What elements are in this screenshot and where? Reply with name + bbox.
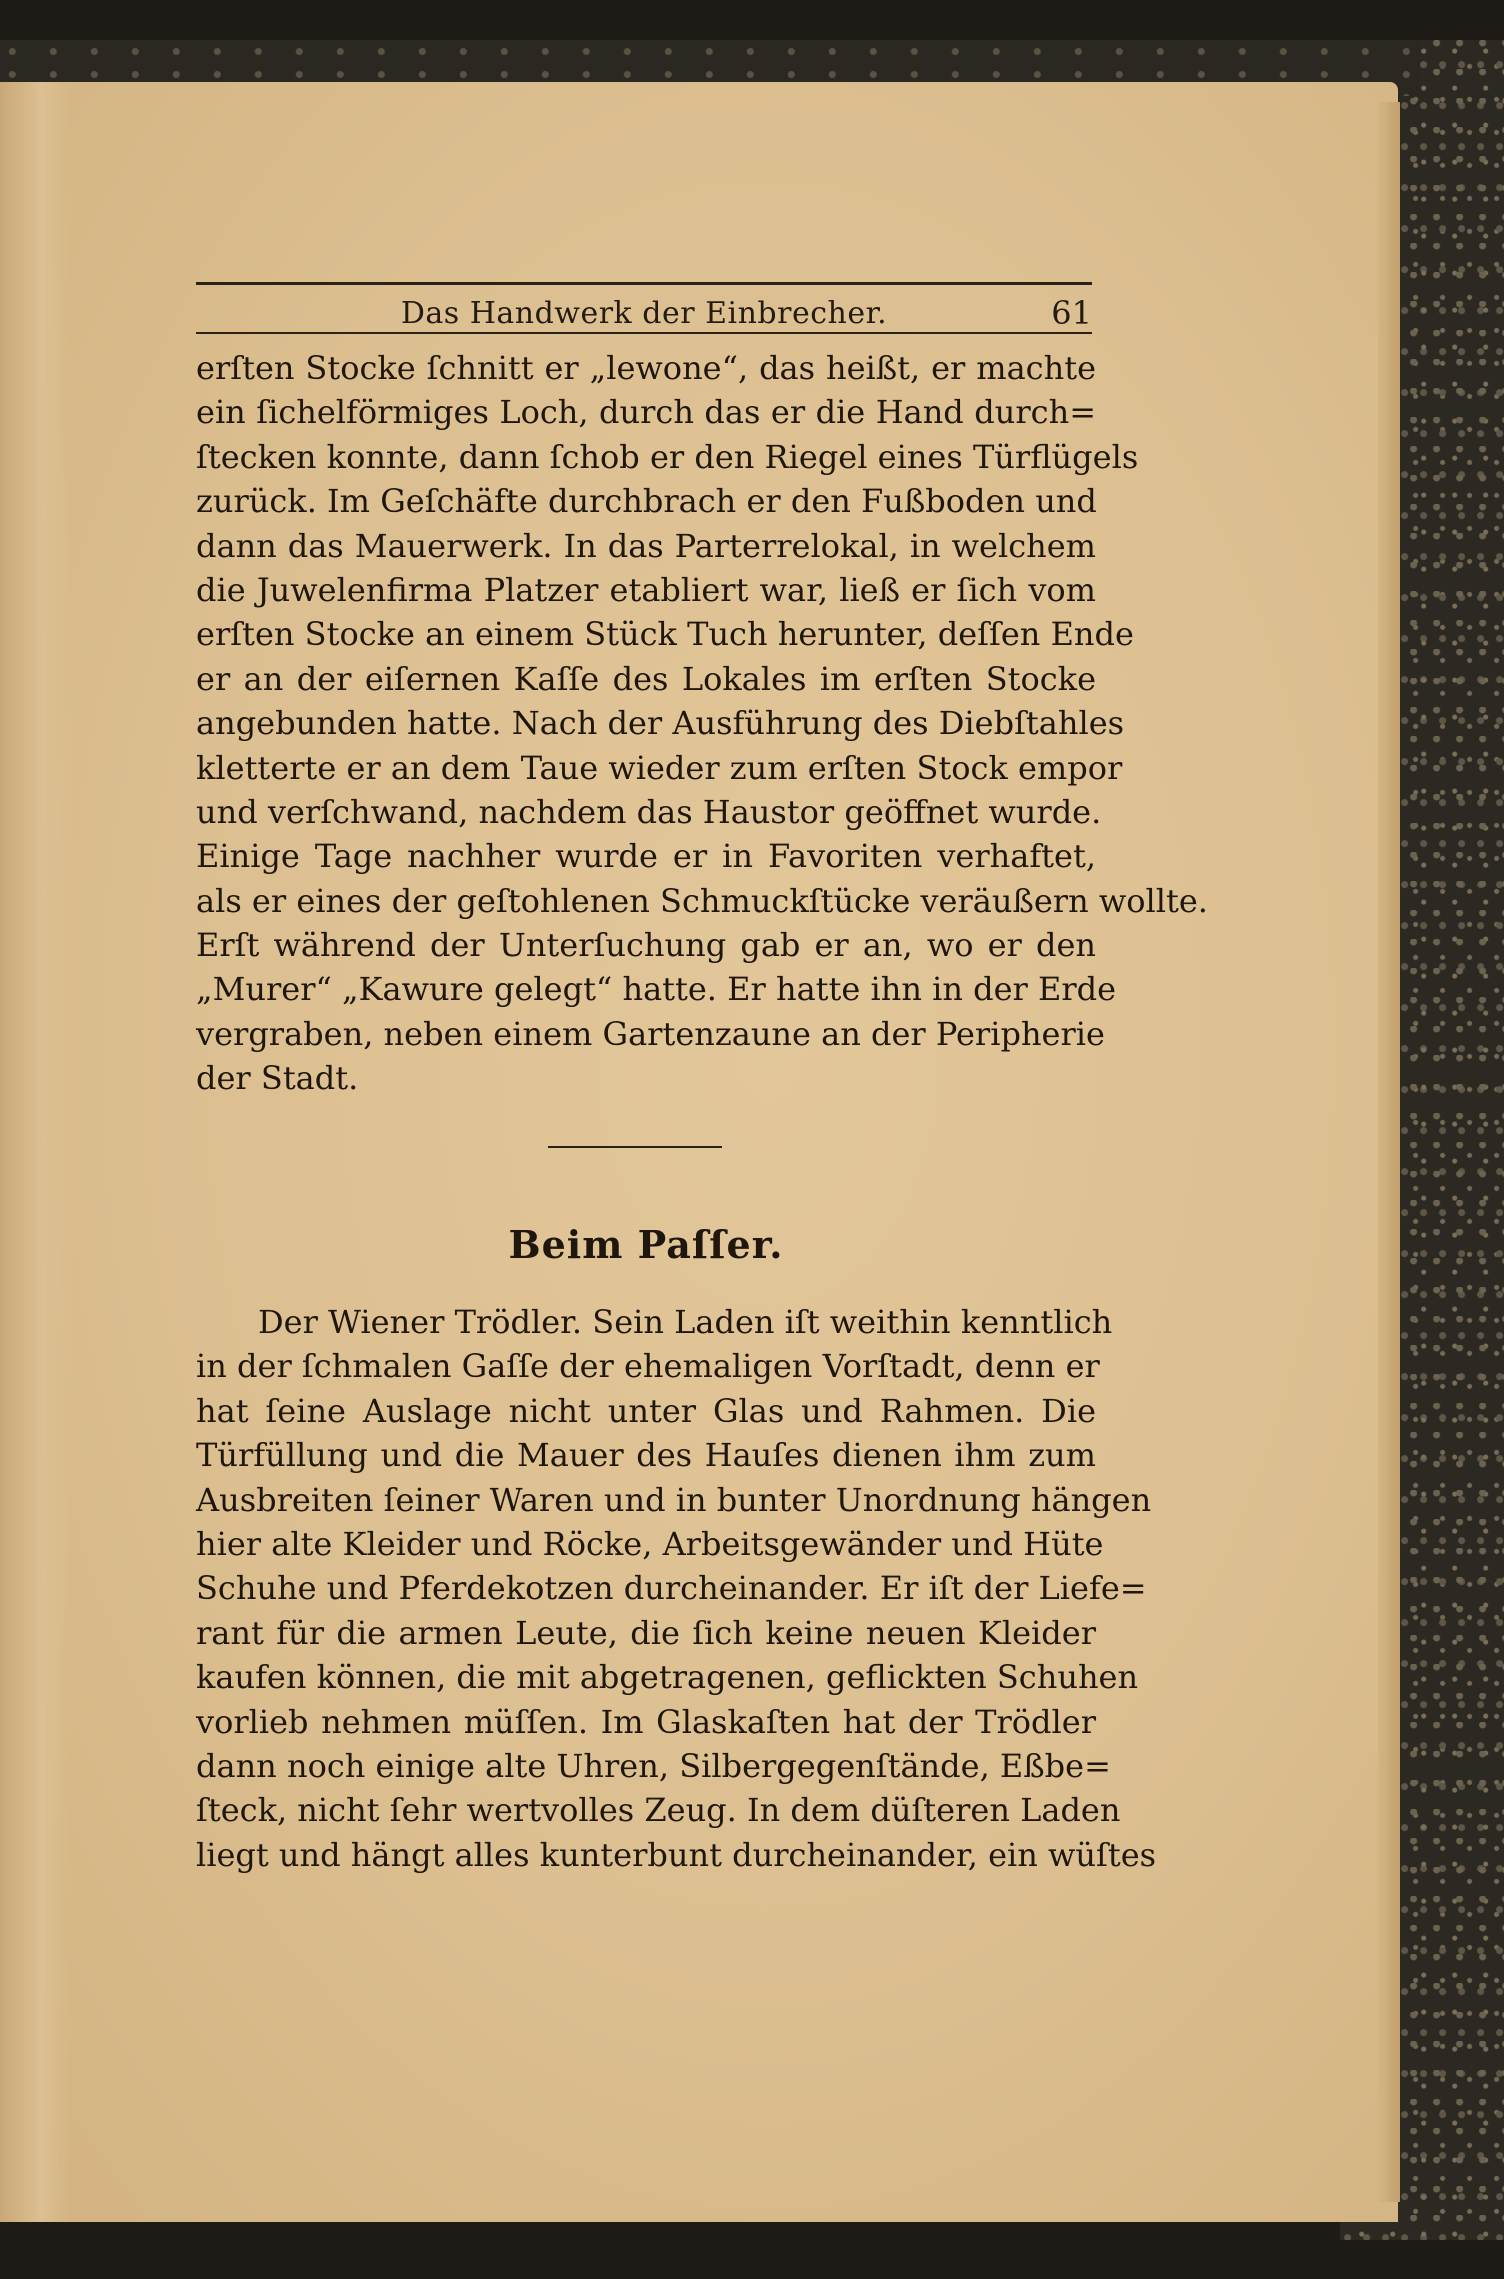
text-line: Erſt während der Unterſuchung gab er an, wo er den	[196, 926, 1096, 965]
text-line: kaufen können, die mit abgetragenen, geflickten Schuhen	[196, 1658, 1139, 1697]
page-gutter-shadow	[0, 82, 70, 2222]
text-line: Der Wiener Trödler. Sein Laden iſt weithin kenntlich	[258, 1303, 1113, 1341]
text-line: er an der eiſernen Kaſſe des Lokales im erſten Stocke	[196, 659, 1096, 698]
text-line: vorlieb nehmen müſſen. Im Glaskaſten hat der Trödler	[196, 1702, 1096, 1741]
running-header	[196, 200, 1092, 340]
text-line: rant für die armen Leute, die ſich keine neuen Kleider	[196, 1613, 1096, 1652]
text-line: dann noch einige alte Uhren, Silbergegenſtände, Eßbe=	[196, 1746, 1111, 1785]
text-line: vergraben, neben einem Gartenzaune an der Peripherie	[196, 1014, 1105, 1053]
text-line: Einige Tage nachher wurde er in Favoriten verhaftet,	[196, 837, 1096, 876]
text-line: zurück. Im Geſchäfte durchbrach er den Fußboden und	[196, 482, 1097, 521]
text-line: ein ſichelförmiges Loch, durch das er die Hand durch=	[196, 393, 1096, 432]
text-line: als er eines der geſtohlenen Schmuckſtücke veräußern wollte.	[196, 881, 1208, 920]
text-line: und verſchwand, nachdem das Haustor geöffnet wurde.	[196, 792, 1102, 831]
text-line: dann das Mauerwerk. In das Parterrelokal, in welchem	[196, 526, 1096, 565]
text-line: liegt und hängt alles kunterbunt durcheinander, ein wüſtes	[196, 1835, 1157, 1874]
text-line: der Stadt.	[196, 1059, 359, 1098]
text-line: Türfüllung und die Mauer des Hauſes dienen ihm zum	[196, 1436, 1096, 1475]
text-line: „Murer“ „Kawure gelegt“ hatte. Er hatte ihn in der Erde	[196, 970, 1117, 1009]
text-line: ſtecken konnte, dann ſchob er den Riegel eines Türflügels	[196, 437, 1139, 476]
text-line: die Juwelenfirma Platzer etabliert war, ließ er ſich vom	[196, 570, 1096, 609]
text-line: Schuhe und Pferdekotzen durcheinander. Er iſt der Liefe=	[196, 1569, 1147, 1608]
text-line: erſten Stocke an einem Stück Tuch herunter, deſſen Ende	[196, 615, 1134, 654]
paragraph-1	[196, 346, 1208, 1101]
page-edge	[1378, 102, 1400, 2202]
header-rule-bottom	[196, 332, 1092, 334]
text-line: kletterte er an dem Taue wieder zum erſten Stock empor	[196, 748, 1123, 787]
paragraph-2	[196, 1300, 1157, 1877]
header-rule-top	[196, 282, 1092, 285]
text-line: hier alte Kleider und Röcke, Arbeitsgewänder und Hüte	[196, 1524, 1104, 1563]
text-line: Ausbreiten ſeiner Waren und in bunter Unordnung hängen	[196, 1480, 1152, 1519]
section-divider	[548, 1146, 722, 1148]
text-line: ſteck, nicht ſehr wertvolles Zeug. In dem düſteren Laden	[196, 1791, 1121, 1830]
running-title: Das Handwerk der Einbrecher.	[400, 296, 888, 331]
text-line: angebunden hatte. Nach der Ausführung des Diebſtahles	[196, 704, 1125, 743]
text-line: hat ſeine Auslage nicht unter Glas und Rahmen. Die	[196, 1391, 1096, 1430]
text-line: erſten Stocke ſchnitt er „lewone“, das heißt, er machte	[196, 349, 1096, 387]
page-number: 61	[1051, 294, 1092, 332]
section-heading: Beim Paſſer.	[508, 1222, 784, 1267]
text-line: in der ſchmalen Gaſſe der ehemaligen Vorſtadt, denn er	[196, 1347, 1100, 1386]
